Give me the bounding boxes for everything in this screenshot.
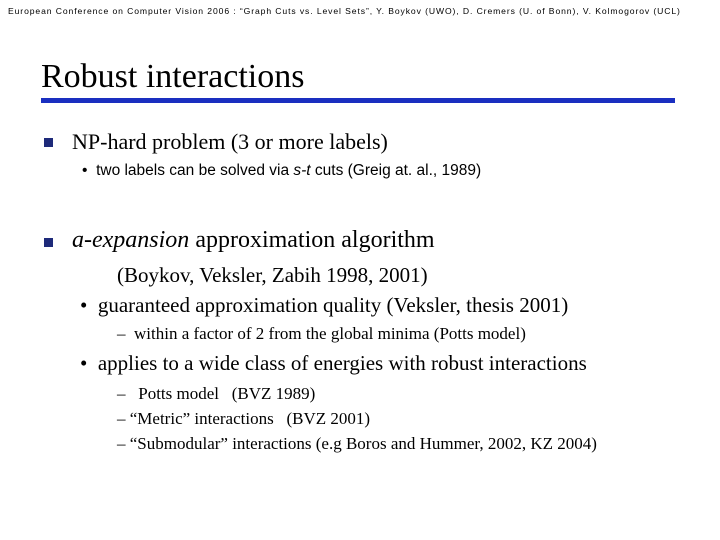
- dash-item-submodular: [117, 434, 597, 454]
- dash-item-text: “Metric” interactions (BVZ 2001): [129, 409, 371, 428]
- square-bullet-icon: [44, 138, 53, 147]
- bullet-dot-icon: •: [82, 162, 88, 179]
- dash-icon: –: [117, 324, 126, 343]
- sub-text-post: cuts (Greig at. al., 1989): [310, 162, 482, 179]
- dash-icon: –: [117, 434, 126, 453]
- square-bullet-icon: [44, 238, 53, 247]
- dash-item-factor: [117, 324, 526, 344]
- sub-text-pre: two labels can be solved via: [96, 162, 294, 179]
- sub-bullet-two-labels: [82, 162, 481, 180]
- dash-item-metric: [117, 409, 370, 429]
- sub-bullet-applies: [80, 351, 587, 376]
- dash-item-text: within a factor of 2 from the global minima (Potts model): [134, 324, 526, 343]
- sub-bullet-text: guaranteed approximation quality (Veksler, thesis 2001): [97, 293, 569, 317]
- sub-bullet-text: applies to a wide class of energies with robust interactions: [97, 351, 587, 375]
- dash-item-text: “Submodular” interactions (e.g Boros and Hummer, 2002, KZ 2004): [129, 434, 597, 453]
- sub-text-italic: s-t: [293, 162, 311, 179]
- dash-icon: –: [117, 409, 126, 428]
- bullet-expansion: [72, 227, 435, 254]
- expansion-text: approximation algorithm: [189, 227, 435, 253]
- bullet-dot-icon: •: [80, 351, 88, 375]
- sub-bullet-guaranteed: [80, 293, 568, 318]
- slide-header: European Conference on Computer Vision 2006 : “Graph Cuts vs. Level Sets”, Y. Boykov (UWO), D. Cremers (U. of Bonn), V. Kolmogorov (UCL): [8, 6, 681, 16]
- title-underline: [41, 98, 675, 103]
- bullet-np-hard: NP-hard problem (3 or more labels): [72, 129, 388, 154]
- citation-line: (Boykov, Veksler, Zabih 1998, 2001): [117, 263, 428, 287]
- dash-item-text: Potts model (BVZ 1989): [129, 384, 316, 403]
- dash-item-potts: [117, 384, 315, 404]
- dash-icon: –: [117, 384, 126, 403]
- bullet-dot-icon: •: [80, 293, 88, 317]
- slide-title: Robust interactions: [41, 58, 305, 95]
- expansion-italic: a-expansion: [72, 227, 190, 253]
